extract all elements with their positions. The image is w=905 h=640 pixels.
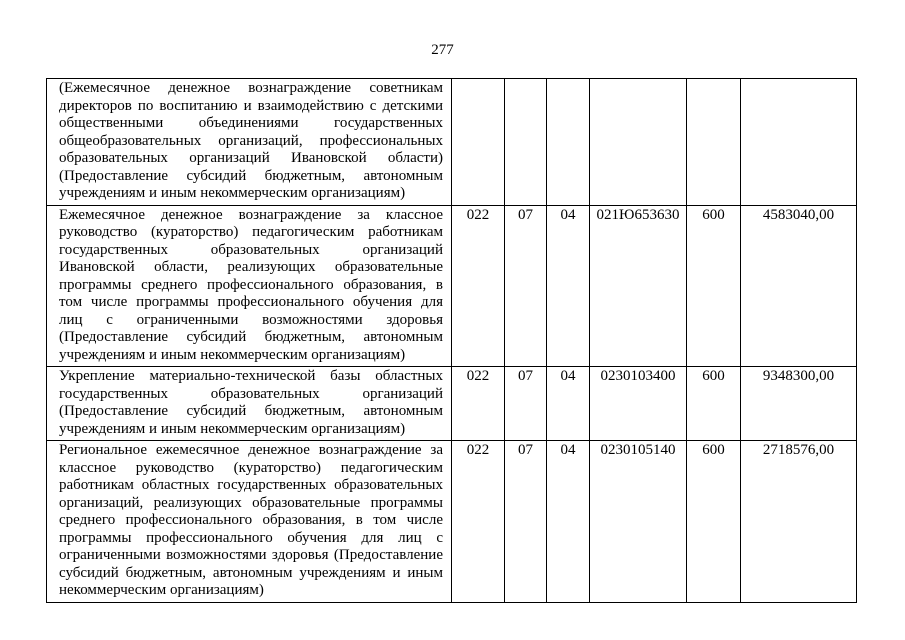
- expense-type-code: 600: [687, 205, 741, 367]
- grbs-code: 022: [452, 441, 505, 603]
- target-article-code: [590, 79, 687, 206]
- table-row: [47, 79, 857, 206]
- target-article-code: 0230103400: [590, 367, 687, 441]
- amount-value: [741, 79, 857, 206]
- section-code: [505, 79, 547, 206]
- amount-value: 4583040,00: [741, 205, 857, 367]
- section-code: 07: [505, 205, 547, 367]
- target-article-code: 021Ю653630: [590, 205, 687, 367]
- subsection-code: 04: [547, 205, 590, 367]
- grbs-code: [452, 79, 505, 206]
- subsection-code: 04: [547, 367, 590, 441]
- grbs-code: 022: [452, 367, 505, 441]
- subsection-code: 04: [547, 441, 590, 603]
- target-article-code: 0230105140: [590, 441, 687, 603]
- page-number: 277: [431, 42, 454, 58]
- section-code: 07: [505, 367, 547, 441]
- expense-type-code: [687, 79, 741, 206]
- budget-table: [46, 78, 857, 603]
- expense-description: Ежемесячное денежное вознаграждение за классное руководство (кураторство) педагогическим работникам государственных образовательных организаций Ивановской области, реализующих образовательные программы среднего профессионального образования, в том числе программы профессионального обучения для лиц с ограниченными возможностями здоровья (Предоставление субсидий бюджетным, автономным учреждениям и иным некоммерческим организациям): [47, 205, 452, 367]
- section-code: 07: [505, 441, 547, 603]
- subsection-code: [547, 79, 590, 206]
- table-row: [47, 367, 857, 441]
- grbs-code: 022: [452, 205, 505, 367]
- expense-description: Укрепление материально-технической базы областных государственных образовательных организаций (Предоставление субсидий бюджетным, автономным учреждениям и иным некоммерческим организациям): [47, 367, 452, 441]
- expense-type-code: 600: [687, 367, 741, 441]
- amount-value: 2718576,00: [741, 441, 857, 603]
- table-row: [47, 441, 857, 603]
- expense-description: (Ежемесячное денежное вознаграждение советникам директоров по воспитанию и взаимодействию с детскими общественными объединениями государственных общеобразовательных организаций, профессиональных образовательных организаций Ивановской области) (Предоставление субсидий бюджетным, автономным учреждениям и иным некоммерческим организациям): [47, 79, 452, 206]
- expense-type-code: 600: [687, 441, 741, 603]
- expense-description: Региональное ежемесячное денежное вознаграждение за классное руководство (кураторство) педагогическим работникам областных государственных образовательных организаций, реализующих образовательные программы среднего профессионального образования, в том числе программы профессионального обучения для лиц с ограниченными возможностями здоровья (Предоставление субсидий бюджетным, автономным учреждениям и иным некоммерческим организациям): [47, 441, 452, 603]
- table-row: [47, 205, 857, 367]
- amount-value: 9348300,00: [741, 367, 857, 441]
